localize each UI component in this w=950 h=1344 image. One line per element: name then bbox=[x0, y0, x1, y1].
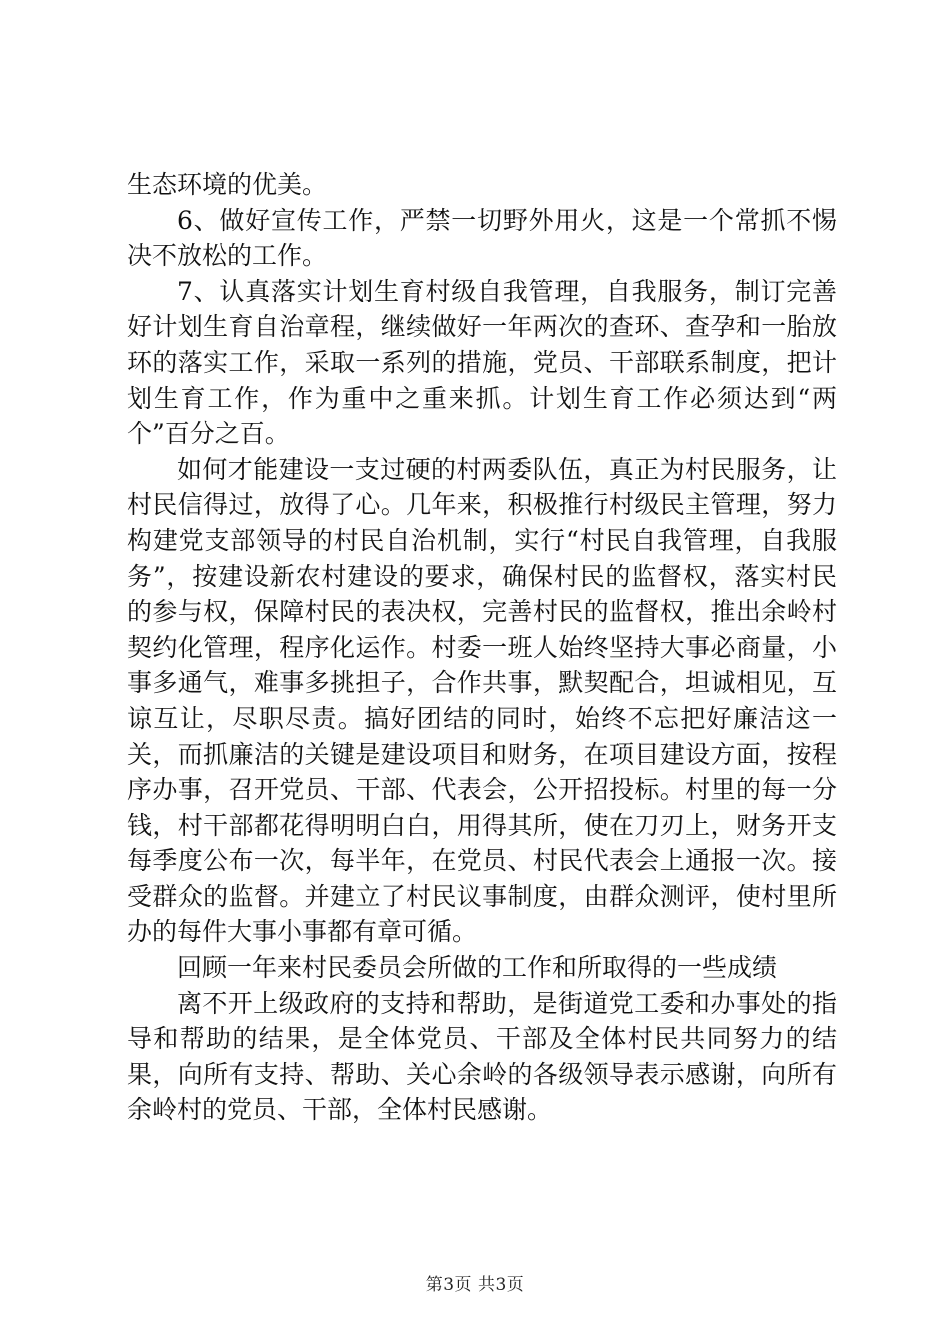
page-footer bbox=[0, 1270, 950, 1295]
page-number-label: 第3页 共3页 bbox=[425, 1275, 525, 1295]
paragraph-thanks: 离不开上级政府的支持和帮助，是街道党工委和办事处的指导和帮助的结果，是全体党员、干部及全体村民共同努力的结果，向所有支持、帮助、关心余岭的各级领导表示感谢，向所有余岭村的党员、干部，全体村民感谢。 bbox=[127, 988, 837, 1125]
document-body bbox=[127, 167, 837, 1128]
paragraph-ecology-ending: 生态环境的优美。 bbox=[127, 170, 328, 199]
paragraph-review-heading: 回顾一年来村民委员会所做的工作和所取得的一些成绩 bbox=[177, 953, 778, 983]
paragraph-item-7-family-planning: 7、认真落实计划生育村级自我管理，自我服务，制订完善好计划生育自治章程，继续做好一年两次的查环、查孕和一胎放环的落实工作，采取一系列的措施，党员、干部联系制度，把计划生育工作，作为重中之重来抓。计划生育工作必须达到“两个”百分之百。 bbox=[127, 276, 837, 449]
paragraph-item-6-publicity: 6、做好宣传工作，严禁一切野外用火，这是一个常抓不惕决不放松的工作。 bbox=[127, 205, 837, 271]
paragraph-village-committee-team: 如何才能建设一支过硬的村两委队伍，真正为村民服务，让村民信得过，放得了心。几年来，积极推行村级民主管理，努力构建党支部领导的村民自治机制，实行“村民自我管理，自我服务”，按建设新农村建设的要求，确保村民的监督权，落实村民的参与权，保障村民的表决权，完善村民的监督权，推出余岭村契约化管理，程序化运作。村委一班人始终坚持大事必商量，小事多通气，难事多挑担子，合作共事，默契配合，坦诚相见，互谅互让，尽职尽责。搞好团结的同时，始终不忘把好廉洁这一关，而抓廉洁的关键是建设项目和财务，在项目建设方面，按程序办事，召开党员、干部、代表会，公开招投标。村里的每一分钱，村干部都花得明明白白，用得其所，使在刀刃上，财务开支每季度公布一次，每半年，在党员、村民代表会上通报一次。接受群众的监督。并建立了村民议事制度，由群众测评，使村里所办的每件大事小事都有章可循。 bbox=[127, 454, 837, 947]
